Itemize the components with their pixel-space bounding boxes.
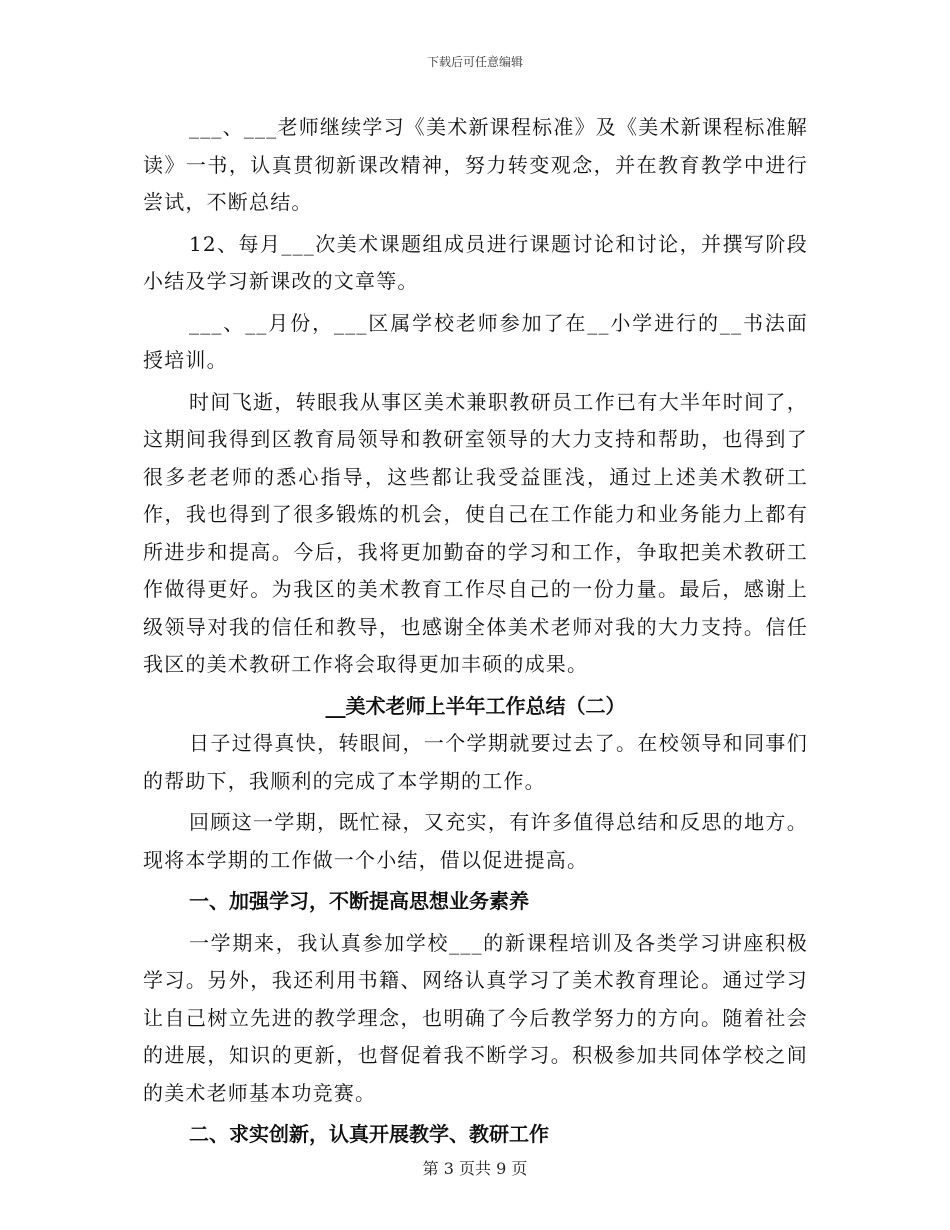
document-body (143, 109, 808, 1158)
heading-teaching-research: 二、求实创新，认真开展教学、教研工作 (189, 1122, 549, 1146)
paragraph-monthly-discussion: 12、每月___次美术课题组成员进行课题讨论和讨论，并撰写阶段小结及学习新课改的文章等。 (143, 231, 808, 293)
heading-strengthen-learning: 一、加强学习，不断提高思想业务素养 (189, 889, 529, 913)
section-title: __美术老师上半年工作总结（二） (325, 693, 626, 718)
paragraph-semester-intro: 日子过得真快，转眼间，一个学期就要过去了。在校领导和同事们的帮助下，我顺利的完成了本学期的工作。 (143, 731, 808, 793)
paragraph-calligraphy-training: ___、__月份，___区属学校老师参加了在__小学进行的__书法面授培训。 (143, 310, 808, 372)
page-header: 下载后可任意编辑 (426, 55, 523, 69)
paragraph-semester-review: 回顾这一学期，既忙禄，又充实，有许多值得总结和反思的地方。现将本学期的工作做一个小结，借以促进提高。 (143, 810, 808, 872)
paragraph-learning-details: 一学期来，我认真参加学校___的新课程培训及各类学习讲座积极学习。另外，我还利用书籍、网络认真学习了美术教育理论。通过学习让自己树立先进的教学理念，也明确了今后教学努力的方向。随着社会的进展，知识的更新，也督促着我不断学习。积极参加共同体学校之间的美术老师基本功竞赛。 (143, 930, 808, 1105)
paragraph-teacher-study: ___、___老师继续学习《美术新课程标准》及《美术新课程标准解读》一书，认真贯彻新课改精神，努力转变观念，并在教育教学中进行尝试，不断总结。 (143, 115, 808, 214)
paragraph-summary-reflection: 时间飞逝，转眼我从事区美术兼职教研员工作已有大半年时间了，这期间我得到区教育局领导和教研室领导的大力支持和帮助，也得到了很多老老师的悉心指导，这些都让我受益匪浅，通过上述美术教研工作，我也得到了很多锻炼的机会，使自己在工作能力和业务能力上都有所进步和提高。今后，我将更加勤奋的学习和工作，争取把美术教研工作做得更好。为我区的美术教育工作尽自己的一份力量。最后，感谢上级领导对我的信任和教导，也感谢全体美术老师对我的大力支持。信任我区的美术教研工作将会取得更加丰硕的成果。 (143, 389, 808, 676)
page-footer: 第 3 页共 9 页 (422, 1159, 528, 1178)
